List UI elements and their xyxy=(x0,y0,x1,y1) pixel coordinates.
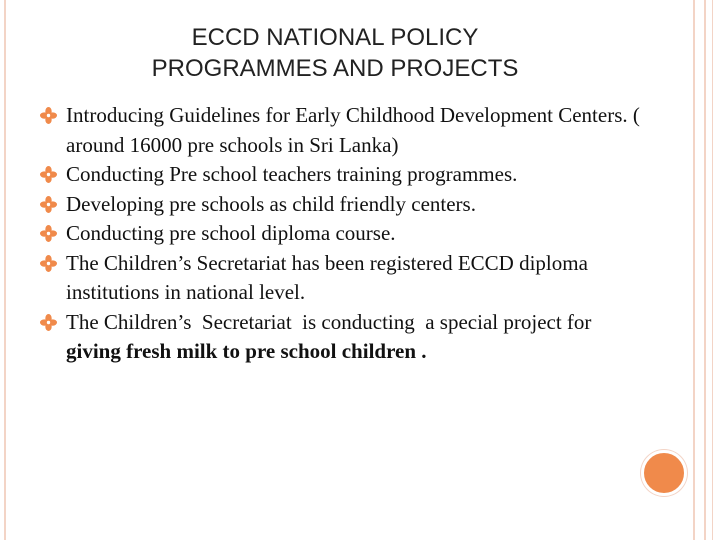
bullet-text: Introducing Guidelines for Early Childhood Development Centers. ( around 16000 pre schools in Sri Lanka) xyxy=(66,103,640,157)
bullet-text: Developing pre schools as child friendly centers. xyxy=(66,191,476,216)
bullet-list xyxy=(40,101,640,367)
four-petal-flower-icon xyxy=(40,314,57,331)
bullet-text: Conducting Pre school teachers training programmes. xyxy=(66,162,518,186)
four-petal-flower-icon xyxy=(40,225,57,242)
bullet-item xyxy=(40,101,640,160)
slide-title xyxy=(80,22,590,84)
bullet-item xyxy=(40,219,640,249)
four-petal-flower-icon xyxy=(40,255,57,272)
bullet-text: Conducting pre school diploma course. xyxy=(66,221,396,245)
four-petal-flower-icon xyxy=(40,166,57,183)
bullet-item xyxy=(40,190,640,220)
bullet-text: The Children’s Secretariat is conducting a special project for xyxy=(66,309,602,334)
four-petal-flower-icon xyxy=(40,107,57,124)
decorative-circle xyxy=(641,450,687,496)
title-line-2: PROGRAMMES AND PROJECTS xyxy=(151,55,519,82)
bullet-text: The Children’s Secretariat has been registered ECCD diploma institutions in national level. xyxy=(66,250,588,304)
bullet-text-bold: giving fresh milk to pre school children . xyxy=(66,339,427,363)
four-petal-flower-icon xyxy=(40,196,57,213)
bullet-item xyxy=(40,160,640,190)
right-frame-line xyxy=(704,0,706,540)
bullet-item xyxy=(40,308,640,367)
left-frame-line xyxy=(4,0,6,540)
right-frame-line xyxy=(693,0,695,540)
right-frame-line xyxy=(712,0,713,540)
bullet-item xyxy=(40,249,640,308)
title-line-1: ECCD NATIONAL POLICY xyxy=(191,24,479,51)
